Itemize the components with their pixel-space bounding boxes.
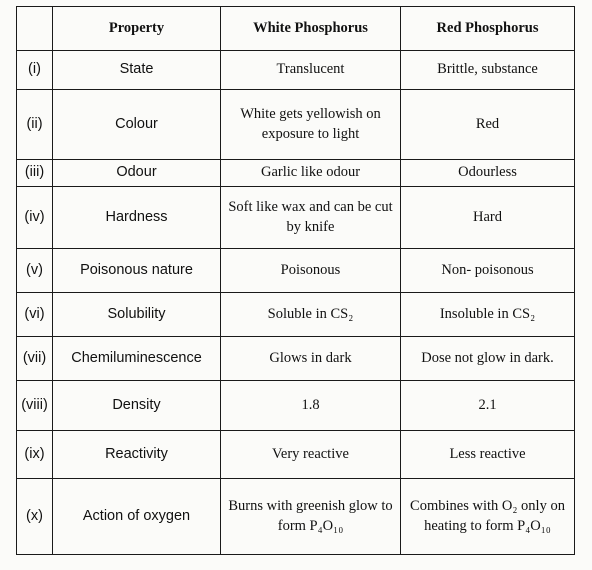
table-row xyxy=(17,337,575,381)
white-cell: Burns with greenish glow to form P₄O₁₀ xyxy=(221,479,401,555)
red-cell: Non- poisonous xyxy=(401,249,575,293)
row-number: (iii) xyxy=(17,160,53,187)
property-cell: Density xyxy=(53,381,221,431)
white-cell: Very reactive xyxy=(221,431,401,479)
row-number: (ii) xyxy=(17,90,53,160)
red-cell: Hard xyxy=(401,187,575,249)
phosphorus-comparison-table xyxy=(16,6,575,555)
row-number: (i) xyxy=(17,51,53,90)
table-row xyxy=(17,160,575,187)
table-row xyxy=(17,187,575,249)
red-cell: Odourless xyxy=(401,160,575,187)
property-cell: Chemiluminescence xyxy=(53,337,221,381)
table-row xyxy=(17,90,575,160)
row-number: (viii) xyxy=(17,381,53,431)
row-number: (x) xyxy=(17,479,53,555)
property-cell: Poisonous nature xyxy=(53,249,221,293)
property-cell: Colour xyxy=(53,90,221,160)
header-number xyxy=(17,7,53,51)
white-cell: White gets yellowish on exposure to light xyxy=(221,90,401,160)
header-property: Property xyxy=(53,7,221,51)
table-row xyxy=(17,479,575,555)
header-red-phosphorus: Red Phosphorus xyxy=(401,7,575,51)
table-row xyxy=(17,249,575,293)
white-cell: Poisonous xyxy=(221,249,401,293)
red-cell: Red xyxy=(401,90,575,160)
property-cell: Reactivity xyxy=(53,431,221,479)
white-cell: 1.8 xyxy=(221,381,401,431)
property-cell: Hardness xyxy=(53,187,221,249)
property-cell: Action of oxygen xyxy=(53,479,221,555)
property-cell: Solubility xyxy=(53,293,221,337)
white-cell: Soluble in CS₂ xyxy=(221,293,401,337)
white-cell: Soft like wax and can be cut by knife xyxy=(221,187,401,249)
table-row xyxy=(17,381,575,431)
red-cell: Insoluble in CS₂ xyxy=(401,293,575,337)
red-cell: Combines with O₂ only on heating to form P₄O₁₀ xyxy=(401,479,575,555)
row-number: (ix) xyxy=(17,431,53,479)
red-cell: 2.1 xyxy=(401,381,575,431)
table-row xyxy=(17,431,575,479)
white-cell: Garlic like odour xyxy=(221,160,401,187)
white-cell: Glows in dark xyxy=(221,337,401,381)
property-cell: State xyxy=(53,51,221,90)
table-header-row xyxy=(17,7,575,51)
row-number: (vi) xyxy=(17,293,53,337)
row-number: (v) xyxy=(17,249,53,293)
property-cell: Odour xyxy=(53,160,221,187)
table-row xyxy=(17,293,575,337)
red-cell: Less reactive xyxy=(401,431,575,479)
row-number: (vii) xyxy=(17,337,53,381)
table-row xyxy=(17,51,575,90)
header-white-phosphorus: White Phosphorus xyxy=(221,7,401,51)
red-cell: Brittle, substance xyxy=(401,51,575,90)
red-cell: Dose not glow in dark. xyxy=(401,337,575,381)
row-number: (iv) xyxy=(17,187,53,249)
white-cell: Translucent xyxy=(221,51,401,90)
